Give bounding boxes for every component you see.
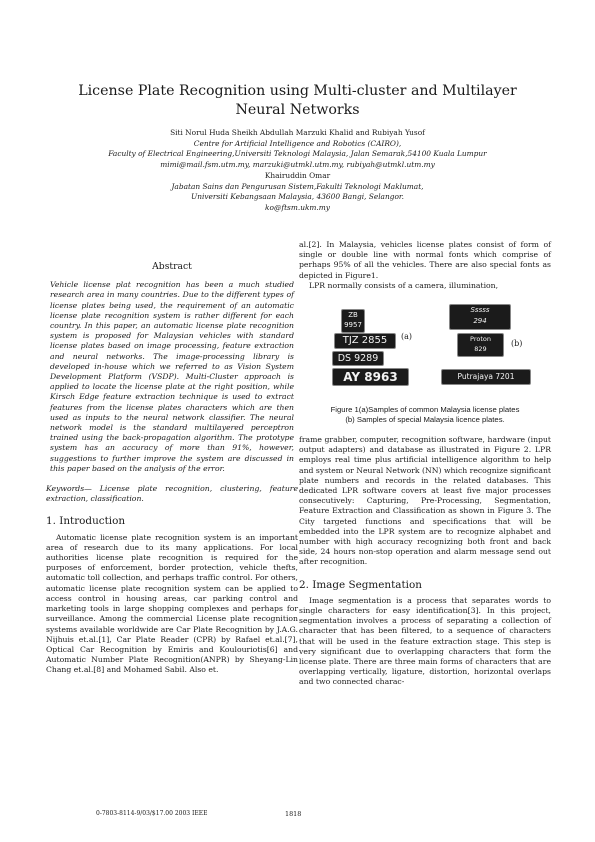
title-line-2: Neural Networks xyxy=(235,102,360,118)
figure-1 xyxy=(299,299,551,399)
plate-text: Proton xyxy=(470,335,491,344)
plate-text: Sssss xyxy=(470,306,490,315)
affiliation-1-line-2: Faculty of Electrical Engineering,Universiti Teknologi Malaysia, Jalan Semarak,54100 Kuala Lumpur xyxy=(108,149,487,159)
footer-copyright: 0-7803-8114-9/03/$17.00 2003 IEEE xyxy=(96,810,208,817)
title-line-1: License Plate Recognition using Multi-cluster and Multilayer xyxy=(78,83,517,99)
plate-text: 294 xyxy=(473,317,487,326)
figure-label-a: (a) xyxy=(401,332,413,342)
right-column xyxy=(299,240,551,688)
affiliation-1-email: mimi@mail.fsm.utm.my, marzuki@utmkl.utm.my, rubiyah@utmkl.utm.my xyxy=(160,160,435,170)
plate-special-3: Putrajaya 7201 xyxy=(441,369,531,385)
plate-ds: DS 9289 xyxy=(332,351,384,366)
plate-ay: AY 8963 xyxy=(332,368,409,386)
author-block xyxy=(40,128,555,214)
plate-text: 9957 xyxy=(344,321,362,330)
plate-text: ZB xyxy=(348,311,358,320)
right-paragraph-3: frame grabber, computer, recognition software, hardware (input output adapters) and database as illustrated in Figure 2. LPR employs real time plus artificial intelligence algorithm to help and system or Neural Network (NN) which recognize significant plate numbers and records in the related databases. This dedicated LPR software covers at least five major processes consecutively: Capturing, Pre-Processing, Segmentation, Feature Extraction and Classification as shown in Figure 3. The City targeted functions and specifications that will be embedded into the LPR system are to recognize alphabet and number with high accuracy recognizing both front and back side, 24 hours non-stop operation and alarm message send out after recognition. xyxy=(299,435,551,567)
section-1-heading: 1. Introduction xyxy=(46,515,126,528)
keywords: Keywords— License plate recognition, clustering, feature extraction, classification. xyxy=(46,484,298,504)
affiliation-2-line-1: Jabatan Sains dan Pengurusan Sistem,Fakulti Teknologi Maklumat, xyxy=(171,181,424,191)
figure-label-b: (b) xyxy=(511,339,523,349)
section-1-text: Automatic license plate recognition system is an important area of research due to its many applications. For local authorities license plate recognition is required for the purposes of enforcement, border protection, vehicle thefts, automatic toll collection, and perhaps traffic control. For others, automatic license plate recognition system can be applied to access control in housing areas, car parking control and marketing tools in large shopping complexes and perhaps for surveillance. Among the commercial License plate recognition systems available worldwide are Car Plate Recognition by J.A.G. Nijhuis et.al.[1], Car Plate Reader (CPR) by Rafael et.al.[7], Optical Car Recognition by Emiris and Koulouriotis[6] and Automatic Number Plate Recognition(ANPR) by Sheyang-Lin Chang et.al.[8] and Mohamed Sabil. Also et. xyxy=(46,532,298,675)
abstract-text: Vehicle license plat recognition has been a much studied research area in many countries. Due to the different types of license plates being used, the requirement of an automatic license plate recognition system is rather different for each country. In this paper, an automatic license plate recognition system is proposed for Malaysian vehicles with standard license plates based on image processing, feature extraction and neural networks. The image-processing library is developed in-house which we referred to as Vision System Development Platform (VSDP). Multi-Cluster approach is applied to locate the license plate at the right position, while Kirsch Edge feature extraction technique is used to extract features from the license plates characters which are then used as inputs to the neural network classifier. The neural network model is the standard multilayered perceptron trained using the back-propagation algorithm. The prototype system has an accuracy of more than 91%, however, suggestions to further improve the system are discussed in this paper based on the analysis of the error. xyxy=(50,280,294,473)
plate-tjz: TJZ 2855 xyxy=(334,333,396,349)
abstract-heading: Abstract xyxy=(152,261,192,272)
caption-line-1: Figure 1(a)Samples of common Malaysia license plates xyxy=(330,405,520,415)
affiliation-1-line-1: Centre for Artificial Intelligence and Robotics (CAIRO), xyxy=(193,138,402,148)
affiliation-2-email: ko@ftsm.ukm.my xyxy=(265,202,330,212)
section-2-text: Image segmentation is a process that separates words to single characters for easy identification[3]. In this project, segmentation involves a process of separating a collection of character that has been filtered, to a sequence of characters that will be used in the feature extraction stage. This step is very significant due to overlapping characters that form the license plate. There are three main forms of characters that are overlapping vertically, ligature, distortion, horizontal overlaps and two connected charac- xyxy=(299,595,551,687)
plate-special-2 xyxy=(457,333,504,357)
plate-zb-9957 xyxy=(341,309,365,333)
page-number: 1818 xyxy=(285,810,302,818)
figure-1-caption xyxy=(299,405,551,425)
plate-special-1 xyxy=(449,304,511,330)
author-2: Khairuddin Omar xyxy=(264,170,331,180)
right-intro-text: al.[2]. In Malaysia, vehicles license plates consist of form of single or double line with normal fonts which comprise of perhaps 95% of all the vehicles. There are also special fonts as depicted in Figure1. xyxy=(299,240,551,280)
right-paragraph-2: LPR normally consists of a camera, illumination, xyxy=(309,280,499,290)
left-column xyxy=(46,240,298,676)
section-2-heading: 2. Image Segmentation xyxy=(299,578,422,591)
plate-text: 829 xyxy=(474,345,487,354)
authors-line: Siti Norul Huda Sheikh Abdullah Marzuki Khalid and Rubiyah Yusof xyxy=(170,128,425,137)
affiliation-2-line-2: Universiti Kebangsaan Malaysia, 43600 Bangi, Selangor. xyxy=(191,192,404,202)
caption-line-2: (b) Samples of special Malaysia licence plates. xyxy=(345,415,505,425)
paper-title xyxy=(60,82,535,120)
